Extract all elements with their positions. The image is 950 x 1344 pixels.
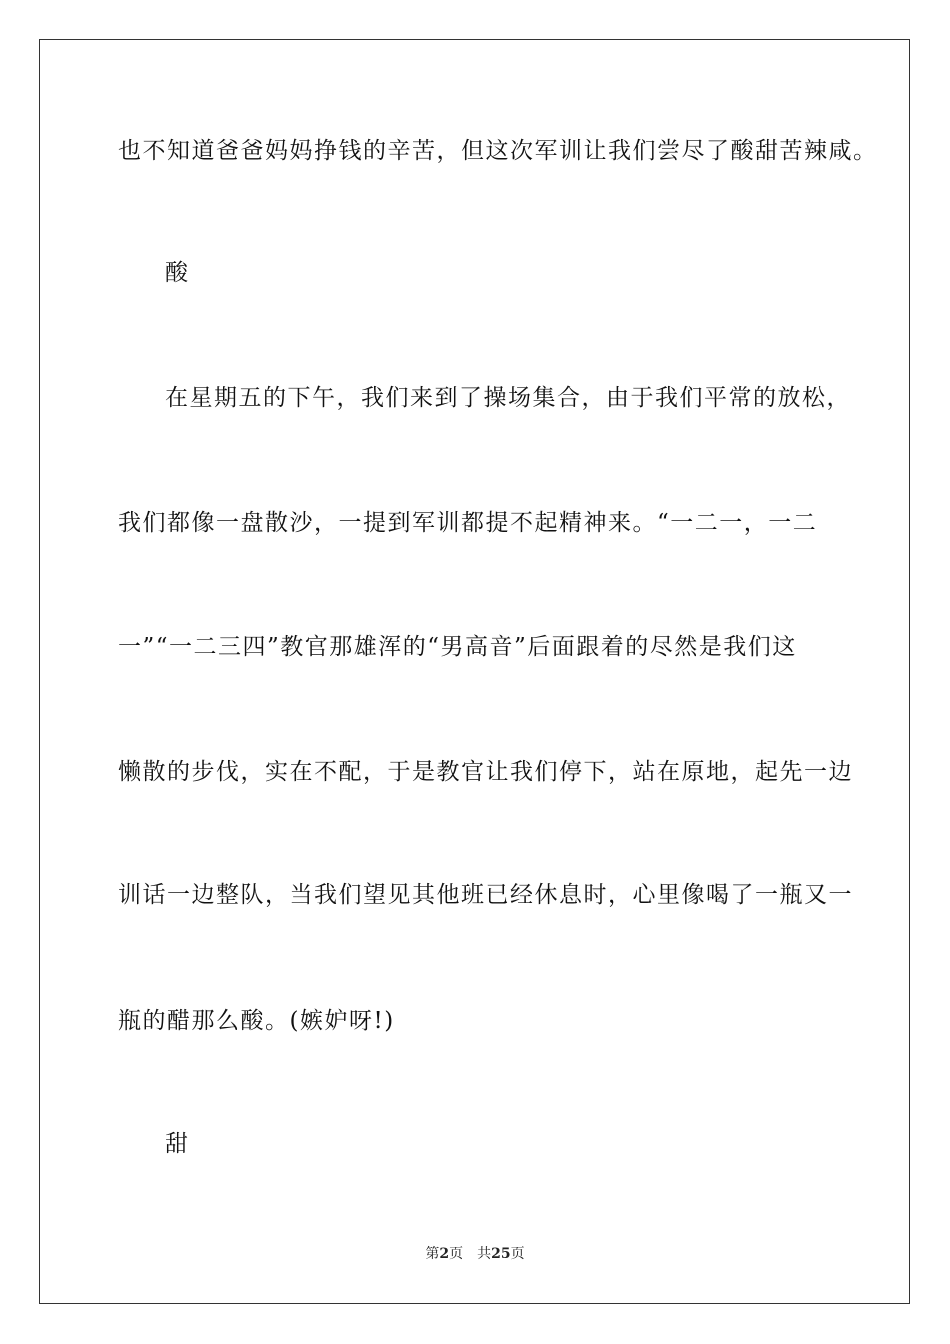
footer-page-number: 2 [439, 1246, 450, 1262]
paragraph-line-2: 在星期五的下午，我们来到了操场集合，由于我们平常的放松， [165, 385, 851, 411]
section-heading-sweet: 甜 [165, 1131, 190, 1157]
section-heading-sour: 酸 [165, 260, 190, 286]
footer-total-suffix: 页 [510, 1246, 525, 1262]
paragraph-line-7: 瓶的醋那么酸。(嫉妒呀!) [118, 1008, 395, 1034]
footer-page-suffix: 页 [449, 1246, 464, 1262]
paragraph-line-4: 一”“一二三四”教官那雄浑的“男高音”后面跟着的尽然是我们这 [118, 634, 797, 660]
footer-page-prefix: 第 [425, 1246, 440, 1262]
footer-total-pages: 25 [491, 1246, 511, 1262]
page-border [39, 39, 910, 1304]
page-footer [0, 1245, 950, 1263]
paragraph-line-5: 懒散的步伐，实在不配，于是教官让我们停下，站在原地，起先一边 [118, 759, 853, 785]
footer-total-prefix: 共 [477, 1246, 492, 1262]
paragraph-line-1: 也不知道爸爸妈妈挣钱的辛苦，但这次军训让我们尝尽了酸甜苦辣咸。 [118, 138, 878, 164]
paragraph-line-3: 我们都像一盘散沙，一提到军训都提不起精神来。“一二一，一二 [118, 510, 818, 536]
paragraph-line-6: 训话一边整队，当我们望见其他班已经休息时，心里像喝了一瓶又一 [118, 882, 853, 908]
